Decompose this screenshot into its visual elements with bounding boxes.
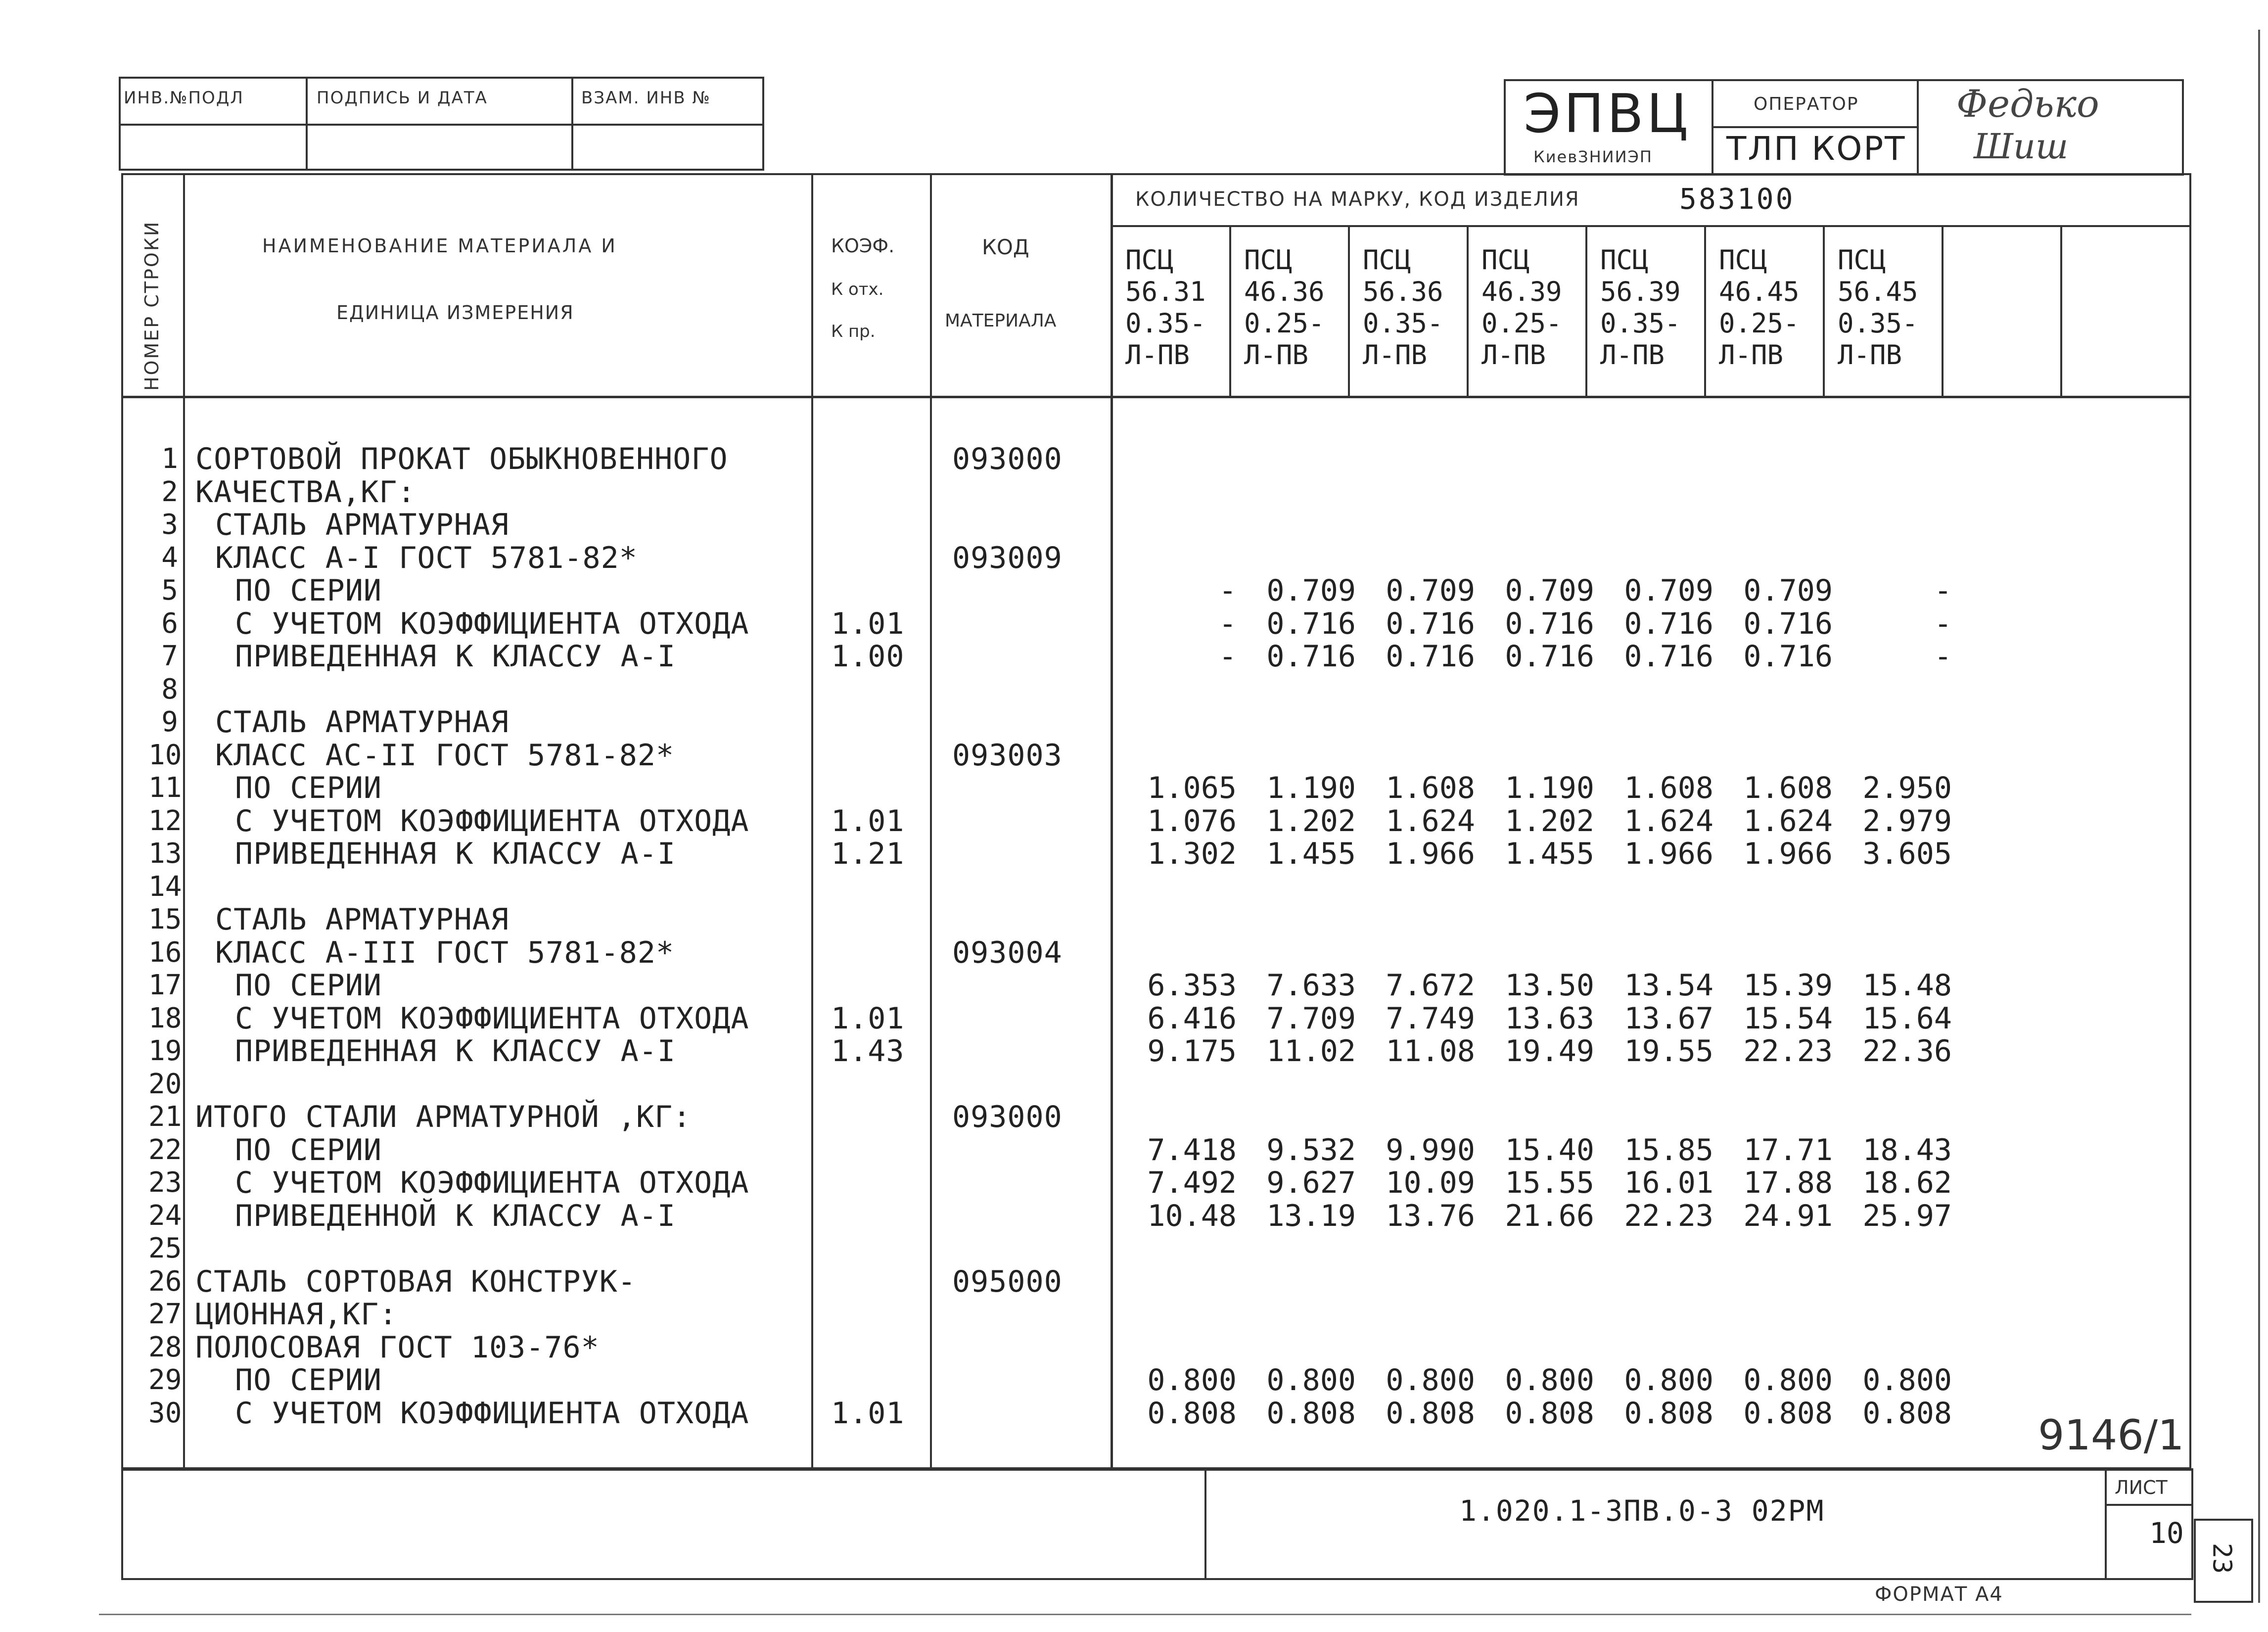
mark-header-6-l2: 46.45	[1719, 276, 1800, 307]
quantity-value: 1.608	[1386, 771, 1475, 805]
row-number: 26	[148, 1265, 182, 1298]
row-number: 1	[161, 443, 178, 475]
material-name: С УЧЕТОМ КОЭФФИЦИЕНТА ОТХОДА	[235, 1166, 749, 1200]
mark-header-6-l3: 0.25-	[1719, 308, 1800, 339]
material-name: ИТОГО СТАЛИ АРМАТУРНОЙ ,КГ:	[195, 1100, 692, 1134]
quantity-value: 7.633	[1266, 968, 1356, 1003]
mark-header-6-l1: ПСЦ	[1719, 244, 1767, 276]
quantity-value: -	[1218, 639, 1237, 674]
product-code: 583100	[1679, 182, 1795, 216]
quantity-value: 1.455	[1266, 837, 1356, 871]
quantity-value: 9.175	[1147, 1034, 1237, 1069]
material-name: ПО СЕРИИ	[235, 771, 382, 805]
quantity-value: 15.39	[1743, 968, 1833, 1003]
quantity-value: 24.91	[1743, 1198, 1833, 1233]
code-header-line1: КОД	[982, 235, 1029, 259]
mark-header-4-l4: Л-ПВ	[1481, 339, 1546, 371]
mark-header-4-l1: ПСЦ	[1481, 244, 1530, 276]
material-name: КАЧЕСТВА,КГ:	[195, 474, 416, 510]
material-name: С УЧЕТОМ КОЭФФИЦИЕНТА ОТХОДА	[235, 803, 749, 839]
coefficient: 1.01	[831, 803, 905, 839]
row-number: 17	[148, 969, 182, 1001]
row-number: 11	[148, 772, 182, 804]
mark-header-1-l2: 56.31	[1125, 276, 1206, 307]
material-name: ПО СЕРИИ	[235, 1363, 382, 1398]
quantity-value: 15.48	[1862, 968, 1952, 1003]
row-number: 10	[148, 739, 182, 771]
quantity-value: 0.716	[1266, 639, 1356, 674]
row-number: 9	[161, 706, 178, 738]
divider	[1348, 225, 1350, 396]
quantity-value: 7.749	[1386, 1001, 1475, 1036]
quantity-value: 9.627	[1266, 1166, 1356, 1200]
quantity-value: 15.40	[1505, 1132, 1594, 1167]
quantity-value: 0.716	[1505, 639, 1594, 674]
material-name: ПРИВЕДЕННАЯ К КЛАССУ А-I	[235, 837, 676, 871]
quantity-value: 0.808	[1266, 1396, 1356, 1431]
quantity-value: 1.202	[1266, 803, 1356, 839]
divider	[99, 1614, 2191, 1615]
quantity-value: 7.492	[1147, 1166, 1237, 1200]
stamp-cell-inv: ИНВ.№ПОДЛ	[124, 88, 244, 108]
quantity-value: 0.800	[1386, 1363, 1475, 1398]
mark-header-4-l3: 0.25-	[1481, 308, 1562, 339]
material-code: 093000	[952, 1100, 1063, 1134]
divider	[1467, 225, 1469, 396]
mark-header-7-l2: 56.45	[1838, 276, 1918, 307]
mark-header-1-l1: ПСЦ	[1125, 244, 1174, 276]
row-number: 14	[148, 870, 182, 903]
quantity-value: 0.716	[1505, 606, 1594, 641]
signature-2: Шиш	[1974, 126, 2069, 167]
quantity-value: 0.716	[1386, 639, 1475, 674]
row-number: 3	[161, 509, 178, 541]
material-name: ПО СЕРИИ	[235, 573, 382, 608]
quantity-value: 9.990	[1386, 1132, 1475, 1167]
row-number: 20	[148, 1068, 182, 1100]
quantity-value: 1.966	[1624, 837, 1713, 871]
quantity-value: 0.709	[1743, 573, 1833, 608]
divider	[1712, 126, 1917, 128]
quantity-value: 25.97	[1862, 1198, 1952, 1233]
quantity-value: 2.950	[1862, 771, 1952, 805]
material-name: КЛАСС АС-II ГОСТ 5781-82*	[215, 738, 675, 773]
divider	[571, 77, 573, 171]
divider	[1111, 173, 1113, 1469]
quantity-value: 13.76	[1386, 1198, 1475, 1233]
divider	[1942, 225, 1944, 396]
quantity-value: 22.23	[1624, 1198, 1713, 1233]
quantity-value: 1.966	[1386, 837, 1475, 871]
quantity-value: 1.076	[1147, 803, 1237, 839]
divider	[183, 173, 185, 1469]
quantity-value: 1.455	[1505, 837, 1594, 871]
row-number: 19	[148, 1035, 182, 1067]
sheet-number: 10	[2149, 1516, 2184, 1550]
material-header-line2: ЕДИНИЦА ИЗМЕРЕНИЯ	[336, 302, 574, 324]
divider	[2191, 1468, 2193, 1580]
divider	[1585, 225, 1587, 396]
quantity-value: 18.43	[1862, 1132, 1952, 1167]
quantity-value: 0.716	[1624, 606, 1713, 641]
quantity-value: 22.36	[1862, 1034, 1952, 1069]
coef-header-line3: К пр.	[831, 322, 876, 341]
row-number: 23	[148, 1166, 182, 1199]
quantity-value: 2.979	[1862, 803, 1952, 839]
quantity-value: 0.800	[1624, 1363, 1713, 1398]
divider	[121, 396, 2191, 398]
quantity-value: 15.85	[1624, 1132, 1713, 1167]
quantity-value: 0.808	[1386, 1396, 1475, 1431]
material-name: ЦИОННАЯ,КГ:	[195, 1297, 398, 1332]
coefficient: 1.01	[831, 1396, 905, 1431]
quantity-value: 0.716	[1743, 639, 1833, 674]
material-code: 093009	[952, 540, 1063, 575]
quantity-value: 10.09	[1386, 1166, 1475, 1200]
quantity-value: 11.02	[1266, 1034, 1356, 1069]
material-code: 093003	[952, 738, 1063, 773]
quantity-value: 22.23	[1743, 1034, 1833, 1069]
material-name: ПО СЕРИИ	[235, 968, 382, 1003]
quantity-value: 6.353	[1147, 968, 1237, 1003]
quantity-value: 13.54	[1624, 968, 1713, 1003]
quantity-value: 13.19	[1266, 1198, 1356, 1233]
quantity-value: 1.065	[1147, 771, 1237, 805]
quantity-value: 13.63	[1505, 1001, 1594, 1036]
quantity-value: 1.966	[1743, 837, 1833, 871]
quantity-value: 0.808	[1743, 1396, 1833, 1431]
coefficient: 1.43	[831, 1034, 905, 1069]
material-name: КЛАСС А-I ГОСТ 5781-82*	[215, 540, 638, 575]
quantity-value: 0.800	[1147, 1363, 1237, 1398]
quantity-value: 19.55	[1624, 1034, 1713, 1069]
row-number: 13	[148, 838, 182, 870]
row-number: 8	[161, 673, 178, 705]
divider	[119, 124, 764, 126]
quantity-value: 0.808	[1624, 1396, 1713, 1431]
row-number: 22	[148, 1133, 182, 1166]
divider	[1204, 1468, 1206, 1580]
stamp-cell-signature: ПОДПИСЬ И ДАТА	[317, 88, 488, 108]
row-number: 24	[148, 1199, 182, 1232]
quantity-value: 0.716	[1386, 606, 1475, 641]
quantity-value: 1.202	[1505, 803, 1594, 839]
divider	[121, 1468, 123, 1580]
divider	[2105, 1504, 2191, 1506]
quantity-value: 18.62	[1862, 1166, 1952, 1200]
stamp-cell-replace: ВЗАМ. ИНВ №	[581, 88, 711, 108]
quantity-value: -	[1934, 573, 1952, 608]
quantity-value: 0.709	[1386, 573, 1475, 608]
code-header-line2: МАТЕРИАЛА	[945, 311, 1057, 331]
divider	[121, 1468, 2191, 1471]
material-code: 093000	[952, 442, 1063, 476]
coefficient: 1.01	[831, 606, 905, 641]
divider	[1823, 225, 1825, 396]
quantity-value: 0.716	[1266, 606, 1356, 641]
quantity-value: 7.672	[1386, 968, 1475, 1003]
material-name: СТАЛЬ АРМАТУРНАЯ	[215, 705, 509, 740]
signature-1: Федько	[1956, 82, 2099, 126]
mark-header-3-l2: 56.36	[1363, 276, 1443, 307]
mark-header-7-l4: Л-ПВ	[1838, 339, 1902, 371]
divider	[1111, 225, 2191, 227]
quantity-value: 7.709	[1266, 1001, 1356, 1036]
format-label: ФОРМАТ А4	[1875, 1583, 2003, 1606]
row-number: 12	[148, 804, 182, 837]
quantity-value: 17.71	[1743, 1132, 1833, 1167]
material-header-line1: НАИМЕНОВАНИЕ МАТЕРИАЛА И	[262, 235, 617, 257]
quantity-value: 16.01	[1624, 1166, 1713, 1200]
quantity-value: -	[1934, 639, 1952, 674]
row-number: 30	[148, 1397, 182, 1429]
quantity-value: 9.532	[1266, 1132, 1356, 1167]
row-number: 6	[161, 607, 178, 640]
mark-header-5-l3: 0.35-	[1600, 308, 1681, 339]
quantity-value: 0.808	[1505, 1396, 1594, 1431]
operator-label: ОПЕРАТОР	[1754, 94, 1859, 114]
quantity-value: 1.608	[1624, 771, 1713, 805]
quantity-value: 11.08	[1386, 1034, 1475, 1069]
quantity-value: 0.716	[1624, 639, 1713, 674]
row-number: 29	[148, 1364, 182, 1396]
row-number: 21	[148, 1101, 182, 1133]
divider	[1229, 225, 1231, 396]
row-number: 7	[161, 640, 178, 672]
quantity-value: 0.808	[1147, 1396, 1237, 1431]
material-name: СТАЛЬ СОРТОВАЯ КОНСТРУК-	[195, 1264, 636, 1299]
mark-header-3-l3: 0.35-	[1363, 308, 1443, 339]
divider	[1917, 79, 1919, 176]
mark-header-5-l2: 56.39	[1600, 276, 1681, 307]
row-number: 16	[148, 936, 182, 969]
quantity-value: 15.54	[1743, 1001, 1833, 1036]
right-edge-line	[2258, 30, 2260, 1603]
quantity-value: 1.302	[1147, 837, 1237, 871]
quantity-value: 1.624	[1386, 803, 1475, 839]
document-designation: 1.020.1-3ПВ.0-3 02РМ	[1459, 1494, 1825, 1528]
material-name: С УЧЕТОМ КОЭФФИЦИЕНТА ОТХОДА	[235, 606, 749, 641]
row-number: 27	[148, 1298, 182, 1330]
quantity-value: 17.88	[1743, 1166, 1833, 1200]
quantity-value: 13.50	[1505, 968, 1594, 1003]
material-name: ПРИВЕДЕННОЙ К КЛАССУ А-I	[235, 1198, 676, 1233]
document-id: 9146/1	[2038, 1411, 2184, 1459]
mark-header-4-l2: 46.39	[1481, 276, 1562, 307]
row-number: 28	[148, 1331, 182, 1363]
org-name: ЭПВЦ	[1524, 83, 1691, 145]
divider	[811, 173, 813, 1469]
quantity-value: 0.800	[1505, 1363, 1594, 1398]
quantity-value: 0.800	[1266, 1363, 1356, 1398]
row-number: 5	[161, 574, 178, 606]
mark-header-5-l4: Л-ПВ	[1600, 339, 1665, 371]
coefficient: 1.01	[831, 1001, 905, 1036]
quantity-value: 15.55	[1505, 1166, 1594, 1200]
material-name: ПОЛОСОВАЯ ГОСТ 103-76*	[195, 1330, 600, 1365]
quantity-value: 21.66	[1505, 1198, 1594, 1233]
mark-header-7-l1: ПСЦ	[1838, 244, 1886, 276]
mark-header-7-l3: 0.35-	[1838, 308, 1918, 339]
material-name: СТАЛЬ АРМАТУРНАЯ	[215, 508, 509, 542]
mark-header-1-l4: Л-ПВ	[1125, 339, 1190, 371]
quantity-value: 0.808	[1862, 1396, 1952, 1431]
quantity-value: 1.190	[1266, 771, 1356, 805]
coefficient: 1.00	[831, 639, 905, 674]
quantity-value: 0.716	[1743, 606, 1833, 641]
quantity-value: 13.67	[1624, 1001, 1713, 1036]
quantity-value: 15.64	[1862, 1001, 1952, 1036]
divider	[121, 1578, 2191, 1580]
quantity-value: 0.709	[1624, 573, 1713, 608]
sheet-label: ЛИСТ	[2115, 1477, 2168, 1498]
quantity-value: 7.418	[1147, 1132, 1237, 1167]
quantity-value: 6.416	[1147, 1001, 1237, 1036]
quantity-value: 1.190	[1505, 771, 1594, 805]
material-name: ПРИВЕДЕННАЯ К КЛАССУ А-I	[235, 1034, 676, 1069]
org-sub: КиевЗНИИЭП	[1533, 147, 1653, 166]
quantity-value: 0.709	[1505, 573, 1594, 608]
material-name: ПО СЕРИИ	[235, 1132, 382, 1167]
row-number: 25	[148, 1232, 182, 1264]
row-number-header: НОМЕР СТРОКИ	[141, 220, 163, 391]
material-name: СТАЛЬ АРМАТУРНАЯ	[215, 902, 509, 937]
quantity-value: -	[1218, 606, 1237, 641]
divider	[2060, 225, 2062, 396]
mark-header-2-l3: 0.25-	[1244, 308, 1325, 339]
mark-header-2-l4: Л-ПВ	[1244, 339, 1309, 371]
row-number: 4	[161, 541, 178, 574]
mark-header-6-l4: Л-ПВ	[1719, 339, 1784, 371]
quantity-value: 0.800	[1743, 1363, 1833, 1398]
mark-header-2-l2: 46.36	[1244, 276, 1325, 307]
coef-header-line1: КОЭФ.	[831, 235, 895, 257]
mark-header-1-l3: 0.35-	[1125, 308, 1206, 339]
quantity-value: 3.605	[1862, 837, 1952, 871]
divider	[2105, 1468, 2107, 1580]
row-number: 2	[161, 475, 178, 508]
row-number: 18	[148, 1002, 182, 1034]
divider	[1704, 225, 1706, 396]
quantity-value: 10.48	[1147, 1198, 1237, 1233]
material-name: КЛАСС А-III ГОСТ 5781-82*	[215, 935, 675, 970]
quantity-value: -	[1934, 606, 1952, 641]
page-side-number: 23	[2207, 1542, 2237, 1574]
divider	[930, 173, 932, 1469]
material-code: 095000	[952, 1264, 1063, 1299]
divider	[306, 77, 308, 171]
dept-name: ТЛП КОРТ	[1726, 130, 1906, 168]
quantity-value: 0.800	[1862, 1363, 1952, 1398]
quantity-value: 1.624	[1743, 803, 1833, 839]
mark-header-3-l4: Л-ПВ	[1363, 339, 1428, 371]
quantity-value: -	[1218, 573, 1237, 608]
quantity-value: 19.49	[1505, 1034, 1594, 1069]
quantity-value: 1.608	[1743, 771, 1833, 805]
material-name: С УЧЕТОМ КОЭФФИЦИЕНТА ОТХОДА	[235, 1396, 749, 1431]
coef-header-line2: К отх.	[831, 280, 884, 299]
material-code: 093004	[952, 935, 1063, 970]
mark-header-2-l1: ПСЦ	[1244, 244, 1293, 276]
quantity-value: 1.624	[1624, 803, 1713, 839]
mark-header-3-l1: ПСЦ	[1363, 244, 1411, 276]
coefficient: 1.21	[831, 837, 905, 871]
quantity-header: КОЛИЧЕСТВО НА МАРКУ, КОД ИЗДЕЛИЯ	[1135, 188, 1580, 211]
material-name: С УЧЕТОМ КОЭФФИЦИЕНТА ОТХОДА	[235, 1001, 749, 1036]
material-name: СОРТОВОЙ ПРОКАТ ОБЫКНОВЕННОГО	[195, 442, 728, 476]
material-name: ПРИВЕДЕННАЯ К КЛАССУ А-I	[235, 639, 676, 674]
quantity-value: 0.709	[1266, 573, 1356, 608]
row-number: 15	[148, 903, 182, 935]
mark-header-5-l1: ПСЦ	[1600, 244, 1649, 276]
